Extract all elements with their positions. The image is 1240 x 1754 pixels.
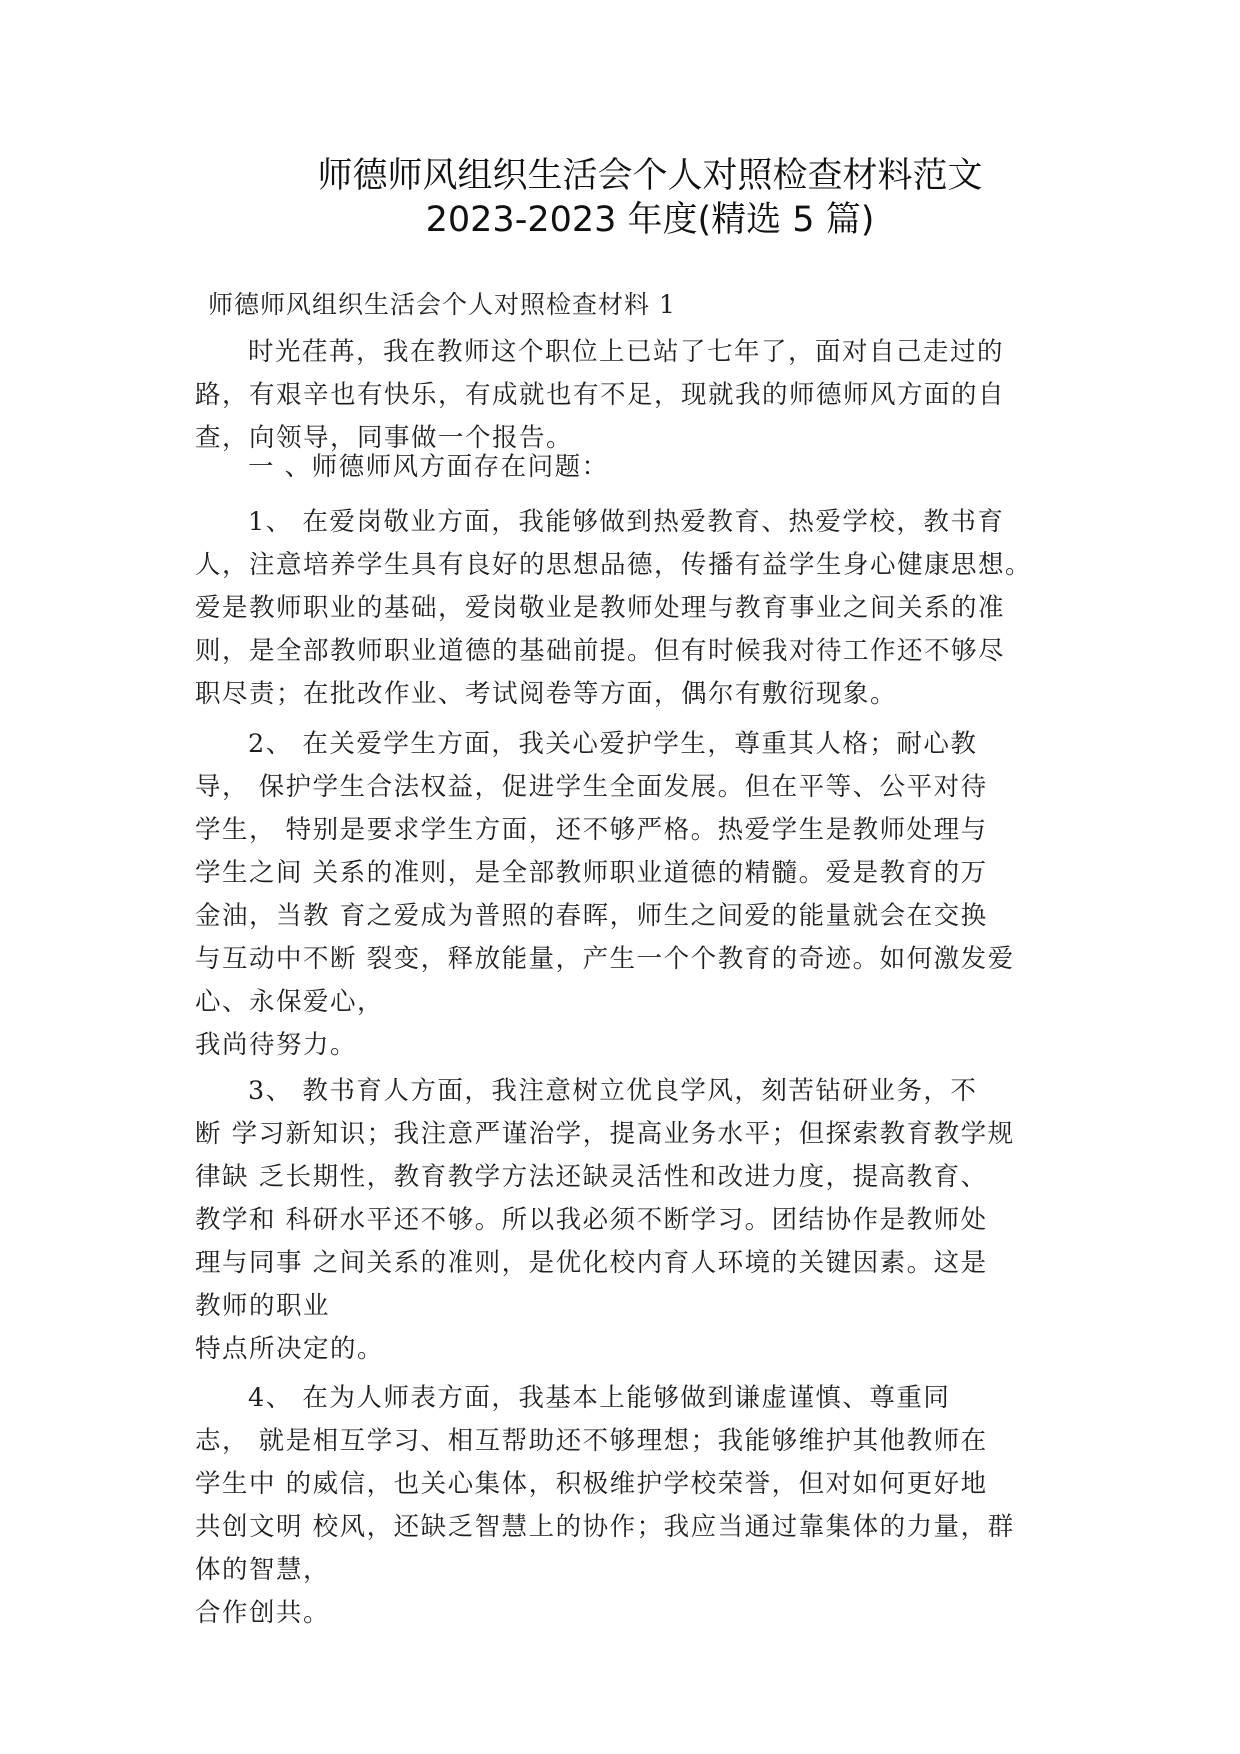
part-heading-text: 一 、师德师风方面存在问题： (248, 452, 609, 482)
document-title-line-2: 2023-2023 年度(精选 5 篇) (425, 200, 875, 240)
paragraph-3-line: 3、 教书育人方面，我注意树立优良学风，刻苦钻研业务，不 (248, 1076, 978, 1106)
paragraph-3-line: 律缺 乏长期性，教育教学方法还缺灵活性和改进力度，提高教育、 (195, 1162, 988, 1192)
paragraph-4-line: 共创文明 校风，还缺乏智慧上的协作；我应当通过靠集体的力量，群 (195, 1512, 1015, 1542)
part-heading (195, 446, 1065, 489)
paragraph-2-line: 导， 保护学生合法权益，促进学生全面发展。但在平等、公平对待 (195, 772, 988, 802)
paragraph-2-line: 与互动中不断 裂变，释放能量，产生一个个教育的奇迹。如何激发爱 (195, 944, 1015, 974)
paragraph-1-line: 则，是全部教师职业道德的基础前提。但有时候我对待工作还不够尽 (195, 636, 1006, 666)
section-heading: 师德师风组织生活会个人对照检查材料 1 (208, 290, 676, 319)
document-title-line-1: 师德师风组织生活会个人对照检查材料范文 (317, 156, 983, 196)
intro-line: 查，向领导，同事做一个报告。 (195, 423, 574, 453)
paragraph-3-line: 断 学习新知识；我注意严谨治学，提高业务水平；但探索教育教学规 (195, 1119, 1015, 1149)
intro-line: 路，有艰辛也有快乐，有成就也有不足，现就我的师德师风方面的自 (195, 380, 1006, 410)
paragraph-2 (195, 723, 1065, 1067)
paragraph-4-line: 体的智慧， (195, 1555, 331, 1585)
paragraph-1 (195, 501, 1065, 716)
paragraph-4-line: 志， 就是相互学习、相互帮助还不够理想；我能够维护其他教师在 (195, 1426, 988, 1456)
paragraph-1-line: 爱是教师职业的基础，爱岗敬业是教师处理与教育事业之间关系的准 (195, 593, 1006, 623)
paragraph-3-line: 理与同事 之间关系的准则，是优化校内育人环境的关键因素。这是 (195, 1248, 988, 1278)
paragraph-2-line: 学生之间 关系的准则，是全部教师职业道德的精髓。爱是教育的万 (195, 858, 988, 888)
paragraph-2-line: 心、永保爱心， (195, 987, 385, 1017)
paragraph-1-line: 职尽责；在批改作业、考试阅卷等方面，偶尔有敷衍现象。 (195, 679, 898, 709)
paragraph-2-line: 学生， 特别是要求学生方面，还不够严格。热爱学生是教师处理与 (195, 815, 988, 845)
paragraph-2-line: 我尚待努力。 (195, 1030, 358, 1060)
paragraph-1-line: 1、 在爱岗敬业方面，我能够做到热爱教育、热爱学校，教书育 (248, 507, 1005, 537)
paragraph-1-line: 人，注意培养学生具有良好的思想品德，传播有益学生身心健康思想。 (195, 550, 1033, 580)
intro-line: 时光荏苒，我在教师这个职位上已站了七年了，面对自己走过的 (248, 337, 1005, 367)
paragraph-2-line: 2、 在关爱学生方面，我关心爱护学生，尊重其人格；耐心教 (248, 729, 978, 759)
paragraph-4-line: 学生中 的威信，也关心集体，积极维护学校荣誉，但对如何更好地 (195, 1469, 988, 1499)
paragraph-3-line: 教师的职业 (195, 1291, 331, 1321)
paragraph-2-line: 金油，当教 育之爱成为普照的春晖，师生之间爱的能量就会在交换 (195, 901, 988, 931)
paragraph-3-line: 教学和 科研水平还不够。所以我必须不断学习。团结协作是教师处 (195, 1205, 988, 1235)
paragraph-4-line: 合作创共。 (195, 1598, 331, 1628)
intro-paragraph (195, 331, 1065, 460)
paragraph-4-line: 4、 在为人师表方面，我基本上能够做到谦虚谨慎、尊重同 (248, 1383, 951, 1413)
paragraph-3 (195, 1070, 1065, 1371)
paragraph-3-line: 特点所决定的。 (195, 1334, 385, 1364)
paragraph-4 (195, 1377, 1065, 1635)
